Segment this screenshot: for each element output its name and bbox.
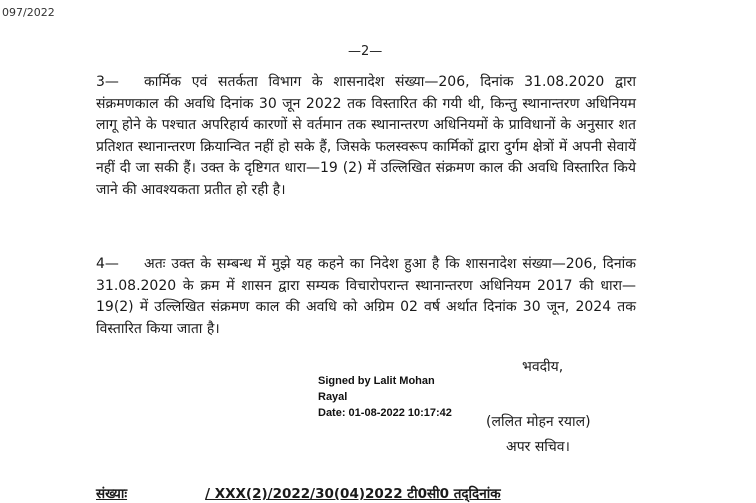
- signature-signer-surname: Rayal: [318, 391, 348, 403]
- officer-designation: अपर सचिव।: [506, 439, 570, 455]
- signature-signer: Signed by Lalit Mohan: [318, 375, 435, 387]
- closing-salutation: भवदीय,: [522, 359, 564, 375]
- officer-name: (ललित मोहन रयाल): [486, 414, 591, 430]
- letter-reference-corner: 097/2022: [2, 6, 55, 19]
- page-number: —2—: [348, 44, 383, 59]
- reference-label: संख्याः: [96, 486, 128, 502]
- paragraph-text: कार्मिक एवं सतर्कता विभाग के शासनादेश संख्या—206, दिनांक 31.08.2020 द्वारा संक्रमणकाल की अवधि दिनांक 30 जून 2022 तक विस्तारित की गयी थी, किन्तु स्थानान्तरण अधिनियम लागू होने के पश्चात अपरिहार्य कारणों से वर्तमान तक स्थानान्तरण अधिनियमों के प्राविधानों के अनुसार शत प्रतिशत स्थानान्तरण क्रियान्वित नहीं हो सके हैं, जिसके फलस्वरूप कार्मिकों द्वारा दुर्गम क्षेत्रों में अपनी सेवायें नहीं दी जा सकी हैं। उक्त के दृष्टिगत धारा—19 (2) में उल्लिखित संक्रमण काल की अवधि विस्तारित किये जाने की आवश्यकता प्रतीत हो रही है।: [96, 74, 636, 198]
- signature-date: Date: 01-08-2022 10:17:42: [318, 407, 452, 419]
- paragraph-text: अतः उक्त के सम्बन्ध में मुझे यह कहने का निदेश हुआ है कि शासनादेश संख्या—206, दिनांक 31.08.2020 के क्रम में शासन द्वारा सम्यक विचारोपरान्त स्थानान्तरण अधिनियम 2017 की धारा—19(2) में उल्लिखित संक्रमण काल की अवधि को अग्रिम 02 वर्ष अर्थात दिनांक 30 जून, 2024 तक विस्तारित किया जाता है।: [96, 256, 636, 337]
- reference-line: [96, 484, 501, 502]
- digital-signature-block: [318, 373, 452, 421]
- paragraph-4: [96, 254, 636, 340]
- paragraph-3: [96, 72, 636, 201]
- paragraph-number: 4—: [96, 256, 119, 272]
- reference-number: / XXX(2)/2022/30(04)2022 टी0सी0 तद्‌दिनांक: [205, 486, 501, 502]
- paragraph-number: 3—: [96, 74, 119, 90]
